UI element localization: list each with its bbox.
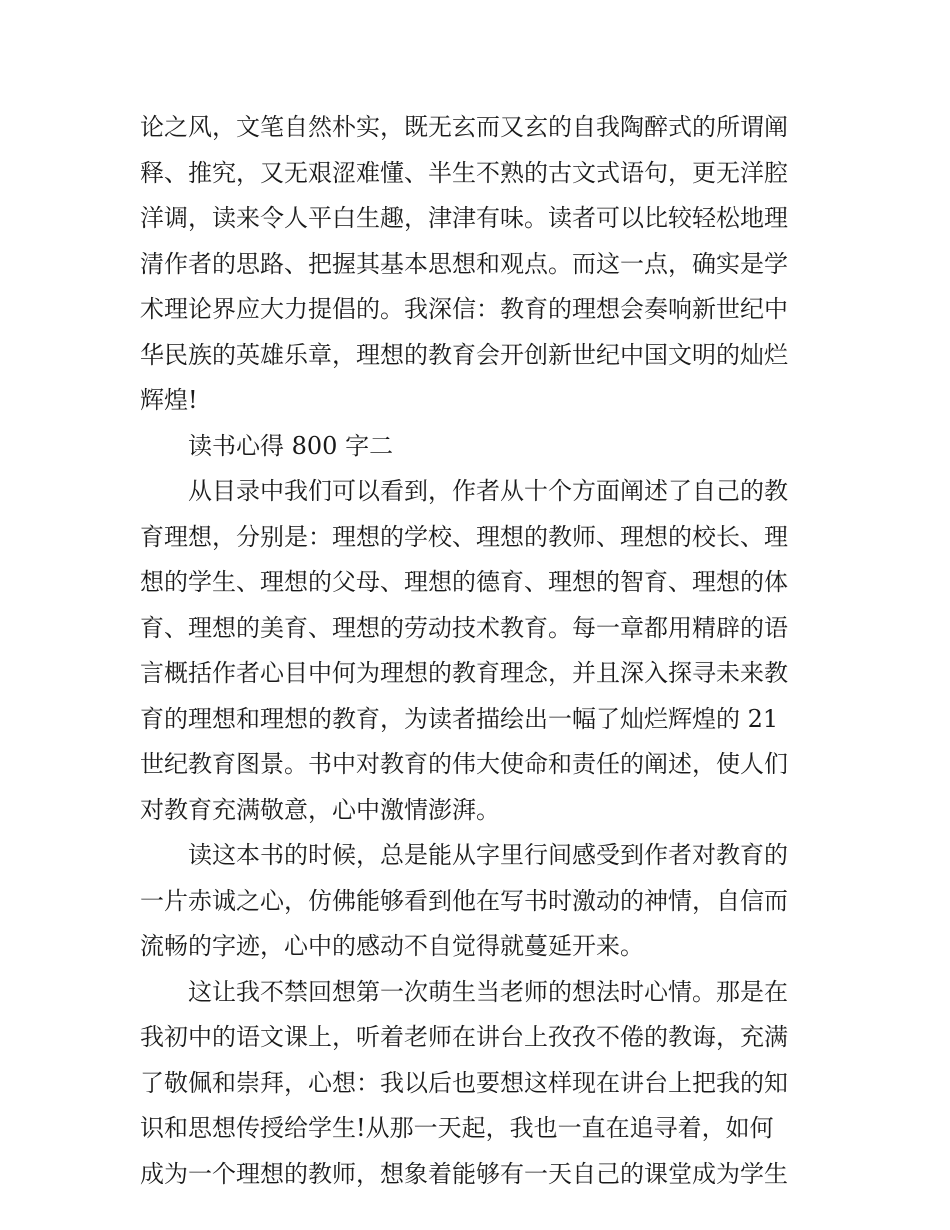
text-line: 华民族的英雄乐章，理想的教育会开创新世纪中国文明的灿烂	[140, 340, 788, 369]
text-line: 了敬佩和崇拜，心想：我以后也要想这样现在讲台上把我的知	[140, 1068, 788, 1097]
text-line: 流畅的字迹，心中的感动不自觉得就蔓延开来。	[140, 932, 644, 960]
text-line: 育理想，分别是：理想的学校、理想的教师、理想的校长、理	[140, 522, 788, 551]
text-line: 育的理想和理想的教育，为读者描绘出一幅了灿烂辉煌的 21	[140, 704, 779, 733]
paragraph-first-line: 读书心得 800 字二	[188, 431, 394, 460]
text-line: 育、理想的美育、理想的劳动技术教育。每一章都用精辟的语	[140, 613, 788, 642]
text-line: 我初中的语文课上，听着老师在讲台上孜孜不倦的教诲，充满	[140, 1023, 788, 1051]
text-line: 言概括作者心目中何为理想的教育理念，并且深入探寻未来教	[140, 659, 788, 687]
text-line: 想的学生、理想的父母、理想的德育、理想的智育、理想的体	[140, 568, 788, 596]
text-line: 成为一个理想的教师，想象着能够有一天自己的课堂成为学生	[140, 1159, 788, 1188]
text-line: 论之风，文笔自然朴实，既无玄而又玄的自我陶醉式的所谓阐	[140, 113, 788, 141]
text-line: 术理论界应大力提倡的。我深信：教育的理想会奏响新世纪中	[140, 295, 788, 323]
text-line: 清作者的思路、把握其基本思想和观点。而这一点，确实是学	[140, 249, 788, 278]
text-line: 对教育充满敬意，心中激情澎湃。	[140, 795, 500, 824]
paragraph-first-line: 这让我不禁回想第一次萌生当老师的想法时心情。那是在	[188, 977, 788, 1006]
text-line: 洋调，读来令人平白生趣，津津有味。读者可以比较轻松地理	[140, 204, 788, 232]
paragraph-first-line: 从目录中我们可以看到，作者从十个方面阐述了自己的教	[188, 477, 788, 505]
document-body-text	[140, 105, 820, 1197]
text-line: 释、推究，又无艰涩难懂、半生不熟的古文式语句，更无洋腔	[140, 158, 788, 187]
text-line: 辉煌!	[140, 386, 198, 414]
text-line: 一片赤诚之心，仿佛能够看到他在写书时激动的神情，自信而	[140, 886, 788, 915]
text-line: 世纪教育图景。书中对教育的伟大使命和责任的阐述，使人们	[140, 750, 788, 778]
paragraph-first-line: 读这本书的时候，总是能从字里行间感受到作者对教育的	[188, 841, 788, 869]
text-line: 识和思想传授给学生!从那一天起，我也一直在追寻着，如何	[140, 1114, 774, 1142]
